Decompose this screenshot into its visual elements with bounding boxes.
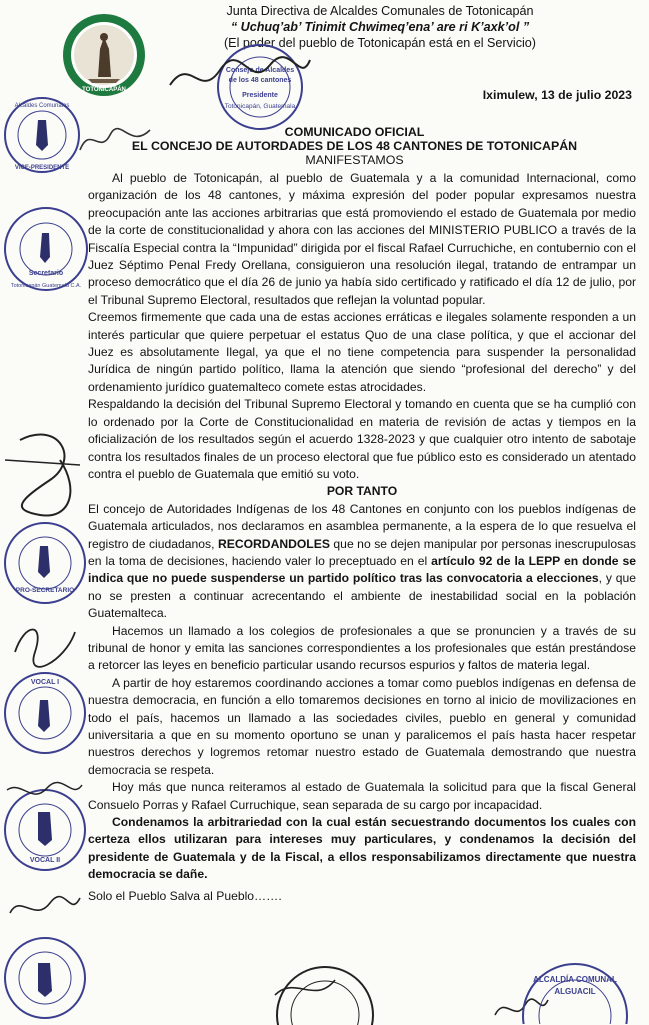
closing-line: Solo el Pueblo Salva al Pueblo……. — [88, 888, 282, 903]
svg-text:TOTONICAPÁN: TOTONICAPÁN — [82, 87, 126, 93]
svg-text:ALGUACIL: ALGUACIL — [554, 987, 596, 996]
vocal-one-stamp — [2, 670, 88, 756]
svg-text:Totonicapán, Guatemala: Totonicapán, Guatemala — [224, 103, 296, 110]
pro-secretary-stamp — [2, 520, 88, 606]
svg-text:VOCAL II: VOCAL II — [29, 857, 61, 864]
p1-text-b: MINISTERIO PUBLICO — [428, 223, 558, 238]
svg-text:Presidente: Presidente — [242, 92, 278, 99]
svg-text:ALCALDÍA COMUNAL: ALCALDÍA COMUNAL — [533, 975, 617, 984]
alguacil-stamp — [265, 965, 385, 1025]
p4-text-a: El concejo de Autoridades Indígenas de los 48 Cantones en conjunto con los pueblos indígenas de Guatemala articulados, nos declaramos en asamblea permanente, a la espera de lo que resuelva el registro de ciudadanos, — [88, 501, 636, 551]
alcaldia-comunal-stamp — [510, 960, 640, 1024]
p4-text-e: , y que no se presten a continuar acrecentando el ambiente de inestabilidad social en la población Guatemalteca. — [88, 571, 636, 621]
secretary-stamp — [2, 205, 90, 293]
svg-text:VICE-PRESIDENTE: VICE-PRESIDENTE — [14, 165, 70, 171]
document-subtitle: EL CONCEJO DE AUTORDADES DE LOS 48 CANTONES DE TOTONICAPÁN — [131, 139, 578, 153]
paragraph-7: Hoy más que nunca reiteramos al estado de Guatemala la solicitud para que la fiscal General Consuelo Porras y Rafael Curruchique, sean separada de su cargo por incapacidad. — [88, 780, 636, 812]
document-title: COMUNICADO OFICIAL — [284, 125, 425, 139]
paragraph-6: A partir de hoy estaremos coordinando acciones a tomar como pueblos indígenas en defensa de nuestra democracia, en función a ello tomaremos decisiones en torno al inicio de movilizaciones en todo el país, hacemos un llamado a las sociedades civiles, pueblo en general y comunidad universitaria a que en su momento oportuno se unan y paralicemos el país hasta hacer respetar nuestros derechos y logremos retomar nuestro estado de Guatemala demostrando que nuestra democracia se respeta. — [88, 675, 636, 777]
letterhead-translation: (El poder del pueblo de Totonicapán está en el Servicio) — [223, 36, 536, 50]
pro-secretary-signature — [5, 612, 85, 672]
document-body — [88, 170, 636, 905]
bottom-left-stamp — [2, 935, 88, 1021]
manifestamos-heading: MANIFESTAMOS — [305, 153, 404, 167]
document-date: Iximulew, 13 de julio 2023 — [482, 88, 632, 102]
paragraph-3: Respaldando la decisión del Tribunal Supremo Electoral y tomando en cuenta que se ha cumplió con lo ordenado por la Corte de Constitucionalidad en materia de revisión de actas y tiempos en la oficialización de los resultados según el acuerdo 1328-2023 y que cualquier otro intento de sabotaje contra los resultados finales de un proceso electoral que fue público esto es considerado un atentado contra el pueblo de Guatemala que emitió su voto. — [88, 397, 636, 481]
svg-text:VOCAL I: VOCAL I — [30, 679, 60, 686]
svg-text:PRO-SECRETARIO: PRO-SECRETARIO — [15, 587, 75, 594]
paragraph-1 — [88, 170, 636, 309]
signature-scribble — [0, 420, 90, 520]
president-signature — [160, 45, 320, 105]
svg-text:Secretario: Secretario — [28, 270, 64, 277]
paragraph-2: Creemos firmemente que cada una de estas acciones erráticas e ilegales solamente responden a un interés particular que quiere perpetuar el estatus Quo de una clase política, y que el accionar del Juez es absolutamente Ilegal, ya que el no tiene competencia para suspender la personalidad Jurídica de ningún partido político, llama la atención que siendo “profesional del derecho” y del ordenamiento jurídico guatemalteco comete estas atrocidades. — [88, 310, 636, 394]
p4-text-b: RECORDANDOLES — [217, 536, 330, 551]
letterhead-motto: “ Uchuq’ab’ Tinimit Chwimeq’ena’ are ri K’axk’ol ” — [230, 20, 530, 34]
p1-text-c: a través de la Fiscalía Especial contra la “Impunidad” dirigida por el fiscal Rafael Curruchiche, en contubernio con el Juez Séptimo Penal Fredy Orellana, consiguieron una resolución ilegal, tratando de entrampar un proceso democrático que el día 26 de junio ya había sido certificado y ratificado el día 12 de julio, por el Tribunal Supremo Electoral, resultados que reflejan la voluntad popular. — [88, 223, 636, 307]
vocal-two-stamp — [2, 780, 88, 880]
signature-lower-left — [5, 888, 85, 928]
p4-text-d: artículo 92 de la LEPP en donde se indica que no puede suspenderse un partido político tras las convocatoria a elecciones — [88, 553, 636, 586]
paragraph-8: Condenamos la arbitrariedad con la cual están secuestrando documentos los cuales con certeza ellos utilizaran para intereses muy particulares, y condenamos la decisión del presidente de Guatemala y de la Fiscal, a ellos responsabilizamos directamente que nuestra democracia se dañe. — [88, 815, 636, 882]
svg-text:Totonicapán Guatemala C.A.: Totonicapán Guatemala C.A. — [10, 283, 82, 289]
vice-president-signature — [75, 120, 155, 160]
paragraph-5: Hacemos un llamado a los colegios de profesionales a que se pronuncien y a través de su tribunal de honor y emita las sanciones correspondientes a los profesionales que están prestándose a retorcer las leyes en beneficio particular usando recursos espurios y faltos de materia legal. — [88, 623, 636, 673]
p1-text-a: Al pueblo de Totonicapán, al pueblo de Guatemala y a la comunidad Internacional, como organización de los 48 cantones, y máxima expresión del poder popular expresamos nuestra preocupación ante las acciones arbitrarias que está promoviendo el estado de Guatemala por medio de la corte de constitucionalidad y ahora con las acciones del — [88, 171, 636, 238]
letterhead-org: Junta Directiva de Alcaldes Comunales de Totonicapán — [226, 4, 534, 18]
vice-president-stamp — [2, 95, 82, 175]
paragraph-4 — [88, 501, 636, 623]
svg-text:de los 48 cantones: de los 48 cantones — [228, 77, 292, 84]
totonicapan-logo — [62, 13, 146, 97]
svg-text:Alcaldes Comunales: Alcaldes Comunales — [14, 103, 70, 109]
por-tanto-heading: POR TANTO — [326, 484, 398, 499]
svg-text:Consejo de Alcaldes: Consejo de Alcaldes — [225, 67, 295, 74]
p4-text-c: que no se dejen manipular por personas inescrupulosas en la toma de decisiones, haciendo valer lo preceptuado en el — [88, 536, 636, 568]
